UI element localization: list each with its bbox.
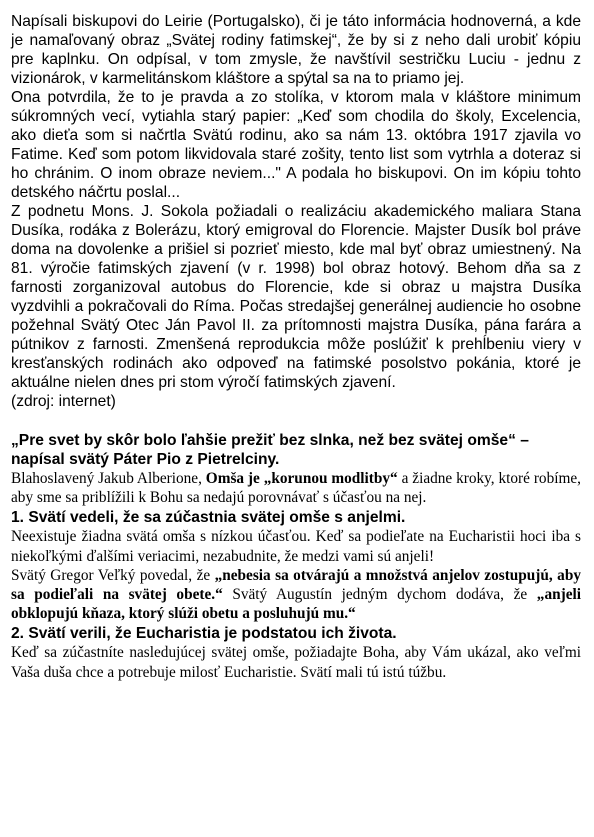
gregory-quote: „nebesia sa otvárajú a množstvá anjelov zostupujú, aby sa podieľali na svätej obete.“: [11, 566, 581, 604]
paragraph-lucia-confirmation: Ona potvrdila, že to je pravda a zo stolíka, v ktorom mala v kláštore minimum súkromných vecí, vytiahla starý papier: „Keď som chodila do školy, Excelencia, ako dieťa som si načrtla Svätú rodinu, ako sa nám 13. októbra 1917 zjavila vo Fatime. Keď som potom likvidovala staré zošity, tento list som vytrhla a doteraz si ho chránim. O inom obraze neviem..." A podala ho biskupovi. On im kópiu tohto detského náčrtu poslal...: [11, 89, 581, 201]
section-1-body: [11, 527, 581, 623]
document-page: [11, 12, 581, 682]
section-gap: [11, 411, 581, 431]
intro-paragraph: [11, 469, 581, 507]
paragraph-saints-quotes: [11, 566, 581, 624]
fatima-article: [11, 12, 581, 411]
paragraph-angels-presence: Neexistuje žiadna svätá omša s nízkou účasťou. Keď sa podieľate na Eucharistii hoci iba s niekoľkými ďalšími veriacimi, nezabudnite, že medzi vami sú anjeli!: [11, 528, 581, 565]
paragraph-letter-to-bishop: Napísali biskupovi do Leirie (Portugalsko), či je táto informácia hodnoverná, a kde je namaľovaný obraz „Svätej rodiny fatimskej“, že by si z neho dali urobiť kópiu pre kaplnku. On odpísal, v tom zmysle, že navštívil sestričku Luciu - jednu z vizionárok, v karmelitánskom kláštore a spýtal sa na to priamo jej.: [11, 13, 581, 87]
intro-text-end: a žiadne kroky, ktoré robíme, aby sme sa priblížili k Bohu sa nedajú porovnávať s účasťou na nej.: [11, 470, 581, 507]
paragraph-painting-history: Z podnetu Mons. J. Sokola požiadali o realizáciu akademického maliara Stana Dusíka, rodáka z Bolerázu, ktorý emigroval do Florencie. Majster Dusík bol práve doma na dovolenke a prišiel si pozrieť miesto, kde mal byť obraz umiestnený. Na 81. výročie fatimských zjavení (v r. 1998) bol obraz hotový. Behom dňa sa z farnosti zorganizoval autobus do Florencie, kde si obraz u majstra Dusíka vyzdvihli a pokračovali do Ríma. Počas stredajšej generálnej audiencie ho osobne požehnal Svätý Otec Ján Pavol II. za prítomnosti majstra Dusíka, pána farára a pútnikov z farnosti. Zmenšená reprodukcia môže poslúžiť k prehĺbeniu viery v kresťanských rodinách ako odpoveď na fatimské posolstvo pokánia, ktoré je aktuálne nielen dnes pri stom výročí fatimských zjavení.: [11, 203, 581, 391]
paragraph-eucharist-desire: Keď sa zúčastníte nasledujúcej svätej omše, požiadajte Boha, aby Vám ukázal, ako veľmi Vaša duša chce a potrebuje milosť Eucharistie. Svätí mali tú istú túžbu.: [11, 644, 581, 681]
intro-bold-phrase: Omša je „korunou modlitby“: [205, 470, 398, 487]
mass-article: [11, 469, 581, 507]
quote-heading: „Pre svet by skôr bolo ľahšie prežiť bez slnka, než bez svätej omše“ – napísal svätý Páter Pio z Pietrelciny.: [11, 432, 529, 468]
section-heading-1: 1. Svätí vedeli, že sa zúčastnia svätej omše s anjelmi.: [11, 509, 406, 527]
gregory-intro: Svätý Gregor Veľký povedal, že: [11, 566, 215, 584]
intro-text-start: Blahoslavený Jakub Alberione,: [11, 470, 206, 487]
source-note: (zdroj: internet): [11, 393, 116, 410]
section-2-body: [11, 643, 581, 681]
augustine-intro: Svätý Augustín jedným dychom dodáva, že: [222, 586, 537, 604]
section-heading-2: 2. Svätí verili, že Eucharistia je podstatou ich života.: [11, 625, 397, 643]
augustine-quote: „anjeli obklopujú kňaza, ktorý slúži obetu a posluhujú mu.“: [11, 586, 581, 623]
